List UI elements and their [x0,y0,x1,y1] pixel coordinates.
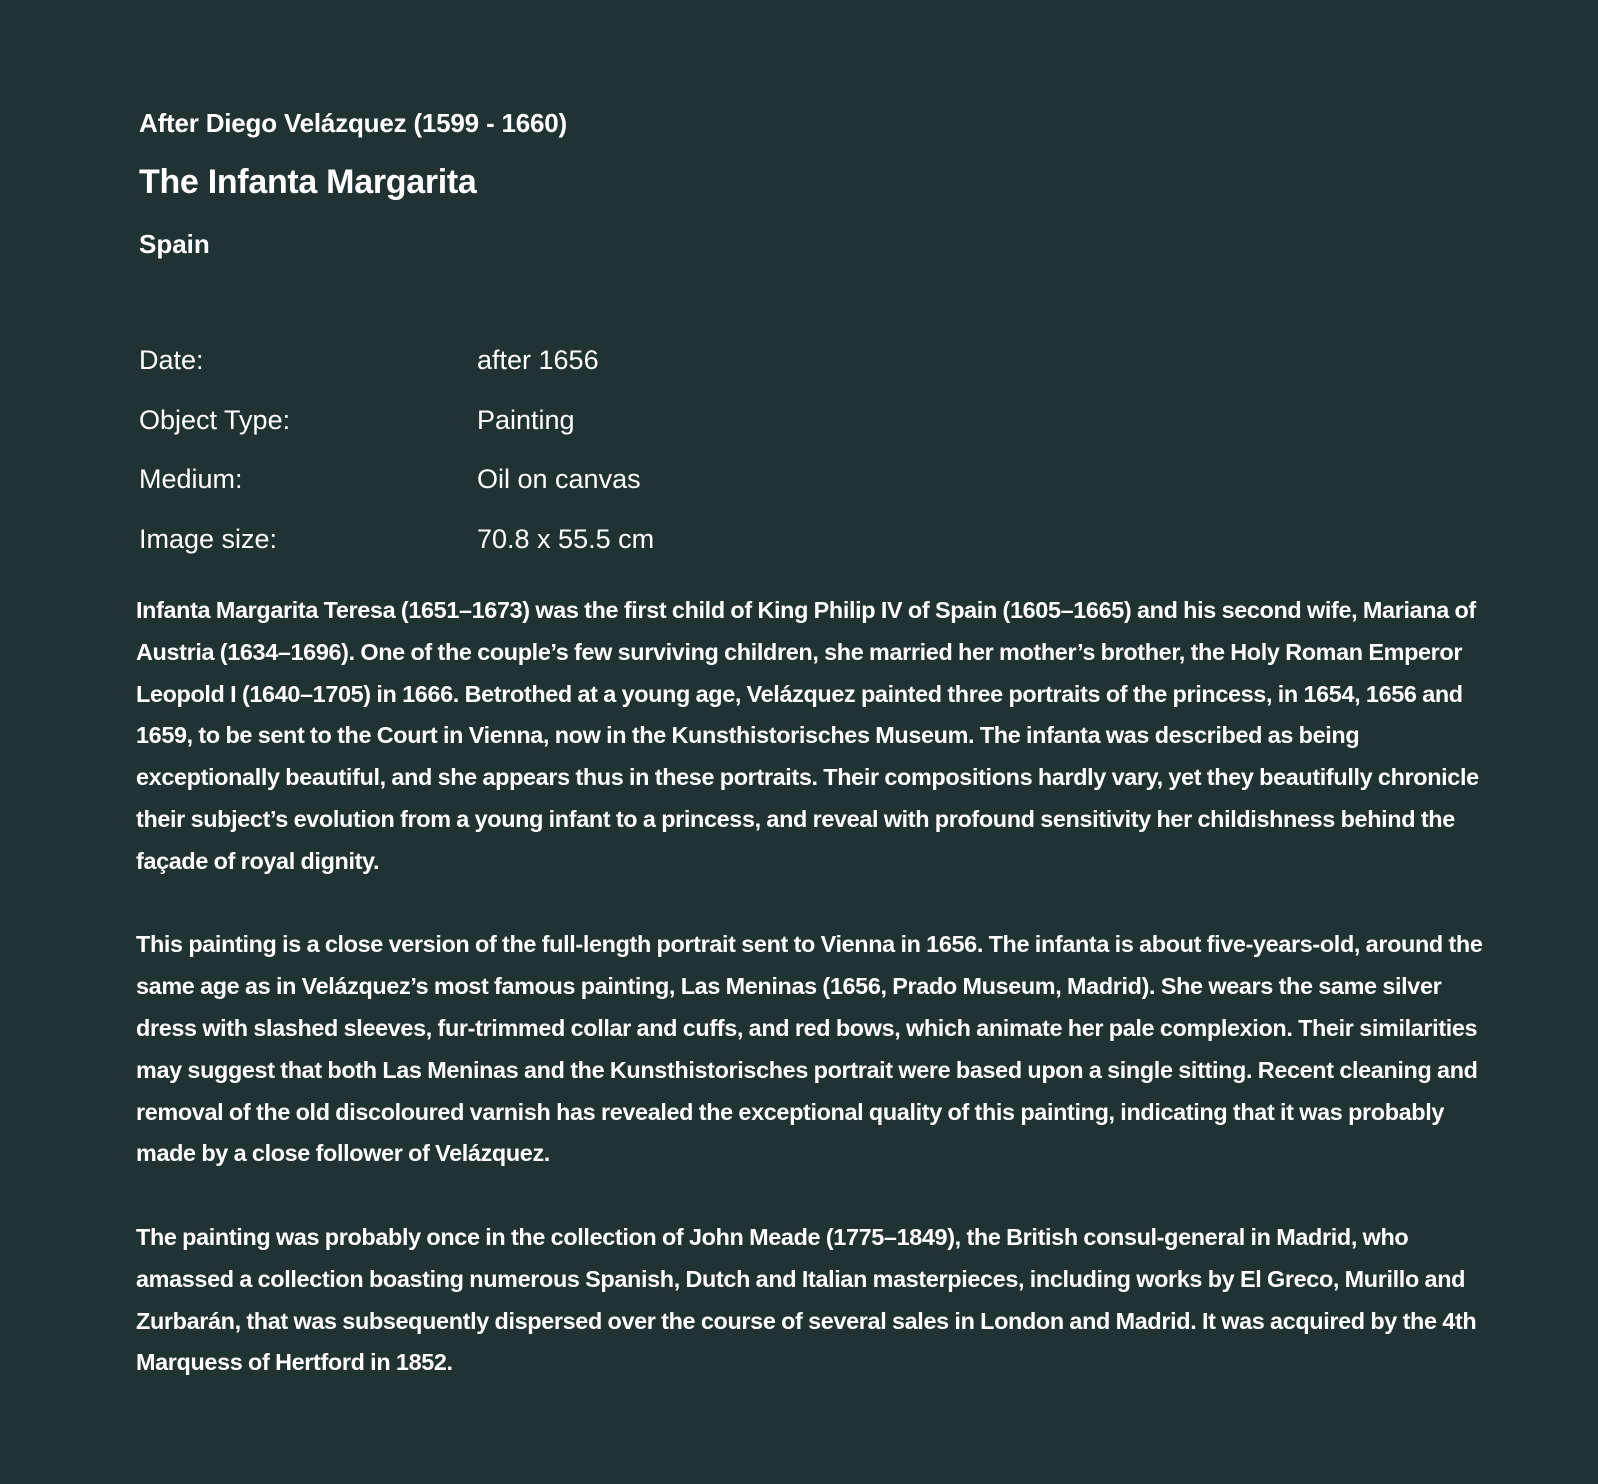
detail-value: 70.8 x 55.5 cm [477,523,655,554]
detail-value: after 1656 [477,345,599,375]
detail-row-date [139,345,939,405]
detail-row-medium [139,464,939,524]
object-details-table [139,345,939,583]
detail-label: Date: [139,345,204,375]
artwork-title: The Infanta Margarita [139,163,477,201]
artwork-origin: Spain [139,229,210,259]
detail-label: Medium: [139,464,243,494]
detail-row-object-type [139,405,939,465]
description-paragraph: Infanta Margarita Teresa (1651–1673) was the first child of King Philip IV of Spain (1605–1665) and his second wife, Mariana of Austria (1634–1696). One of the couple’s few surviving children, she married her mother’s brother, the Holy Roman Emperor Leopold I (1640–1705) in 1666. Betrothed at a young age, Velázquez painted three portraits of the princess, in 1654, 1656 and 1659, to be sent to the Court in Vienna, now in the Kunsthistorisches Museum. The infanta was described as being exceptionally beautiful, and she appears thus in these portraits. Their compositions hardly vary, yet they beautifully chronicle their subject’s evolution from a young infant to a princess, and reveal with profound sensitivity her childishness behind the façade of royal dignity. [136,597,1479,874]
detail-row-image-size [139,524,939,584]
detail-label: Object Type: [139,404,291,435]
description-paragraph: The painting was probably once in the collection of John Meade (1775–1849), the British consul-general in Madrid, who amassed a collection boasting numerous Spanish, Dutch and Italian masterpieces, including works by El Greco, Murillo and Zurbarán, that was subsequently dispersed over the course of several sales in London and Madrid. It was acquired by the 4th Marquess of Hertford in 1852. [136,1223,1477,1376]
detail-value: Painting [477,404,575,435]
description-paragraph: This painting is a close version of the full-length portrait sent to Vienna in 1656. The infanta is about five-years-old, around the same age as in Velázquez’s most famous painting, Las Meninas (1656, Prado Museum, Madrid). She wears the same silver dress with slashed sleeves, fur-trimmed collar and cuffs, and red bows, which animate her pale complexion. Their similarities may suggest that both Las Meninas and the Kunsthistorisches portrait were based upon a single sitting. Recent cleaning and removal of the old discoloured varnish has revealed the exceptional quality of this painting, indicating that it was probably made by a close follower of Velázquez. [136,931,1483,1167]
artist-attribution: After Diego Velázquez (1599 - 1660) [139,108,567,138]
detail-label: Image size: [139,523,278,554]
artwork-description [136,590,1496,1426]
detail-value: Oil on canvas [477,464,641,494]
